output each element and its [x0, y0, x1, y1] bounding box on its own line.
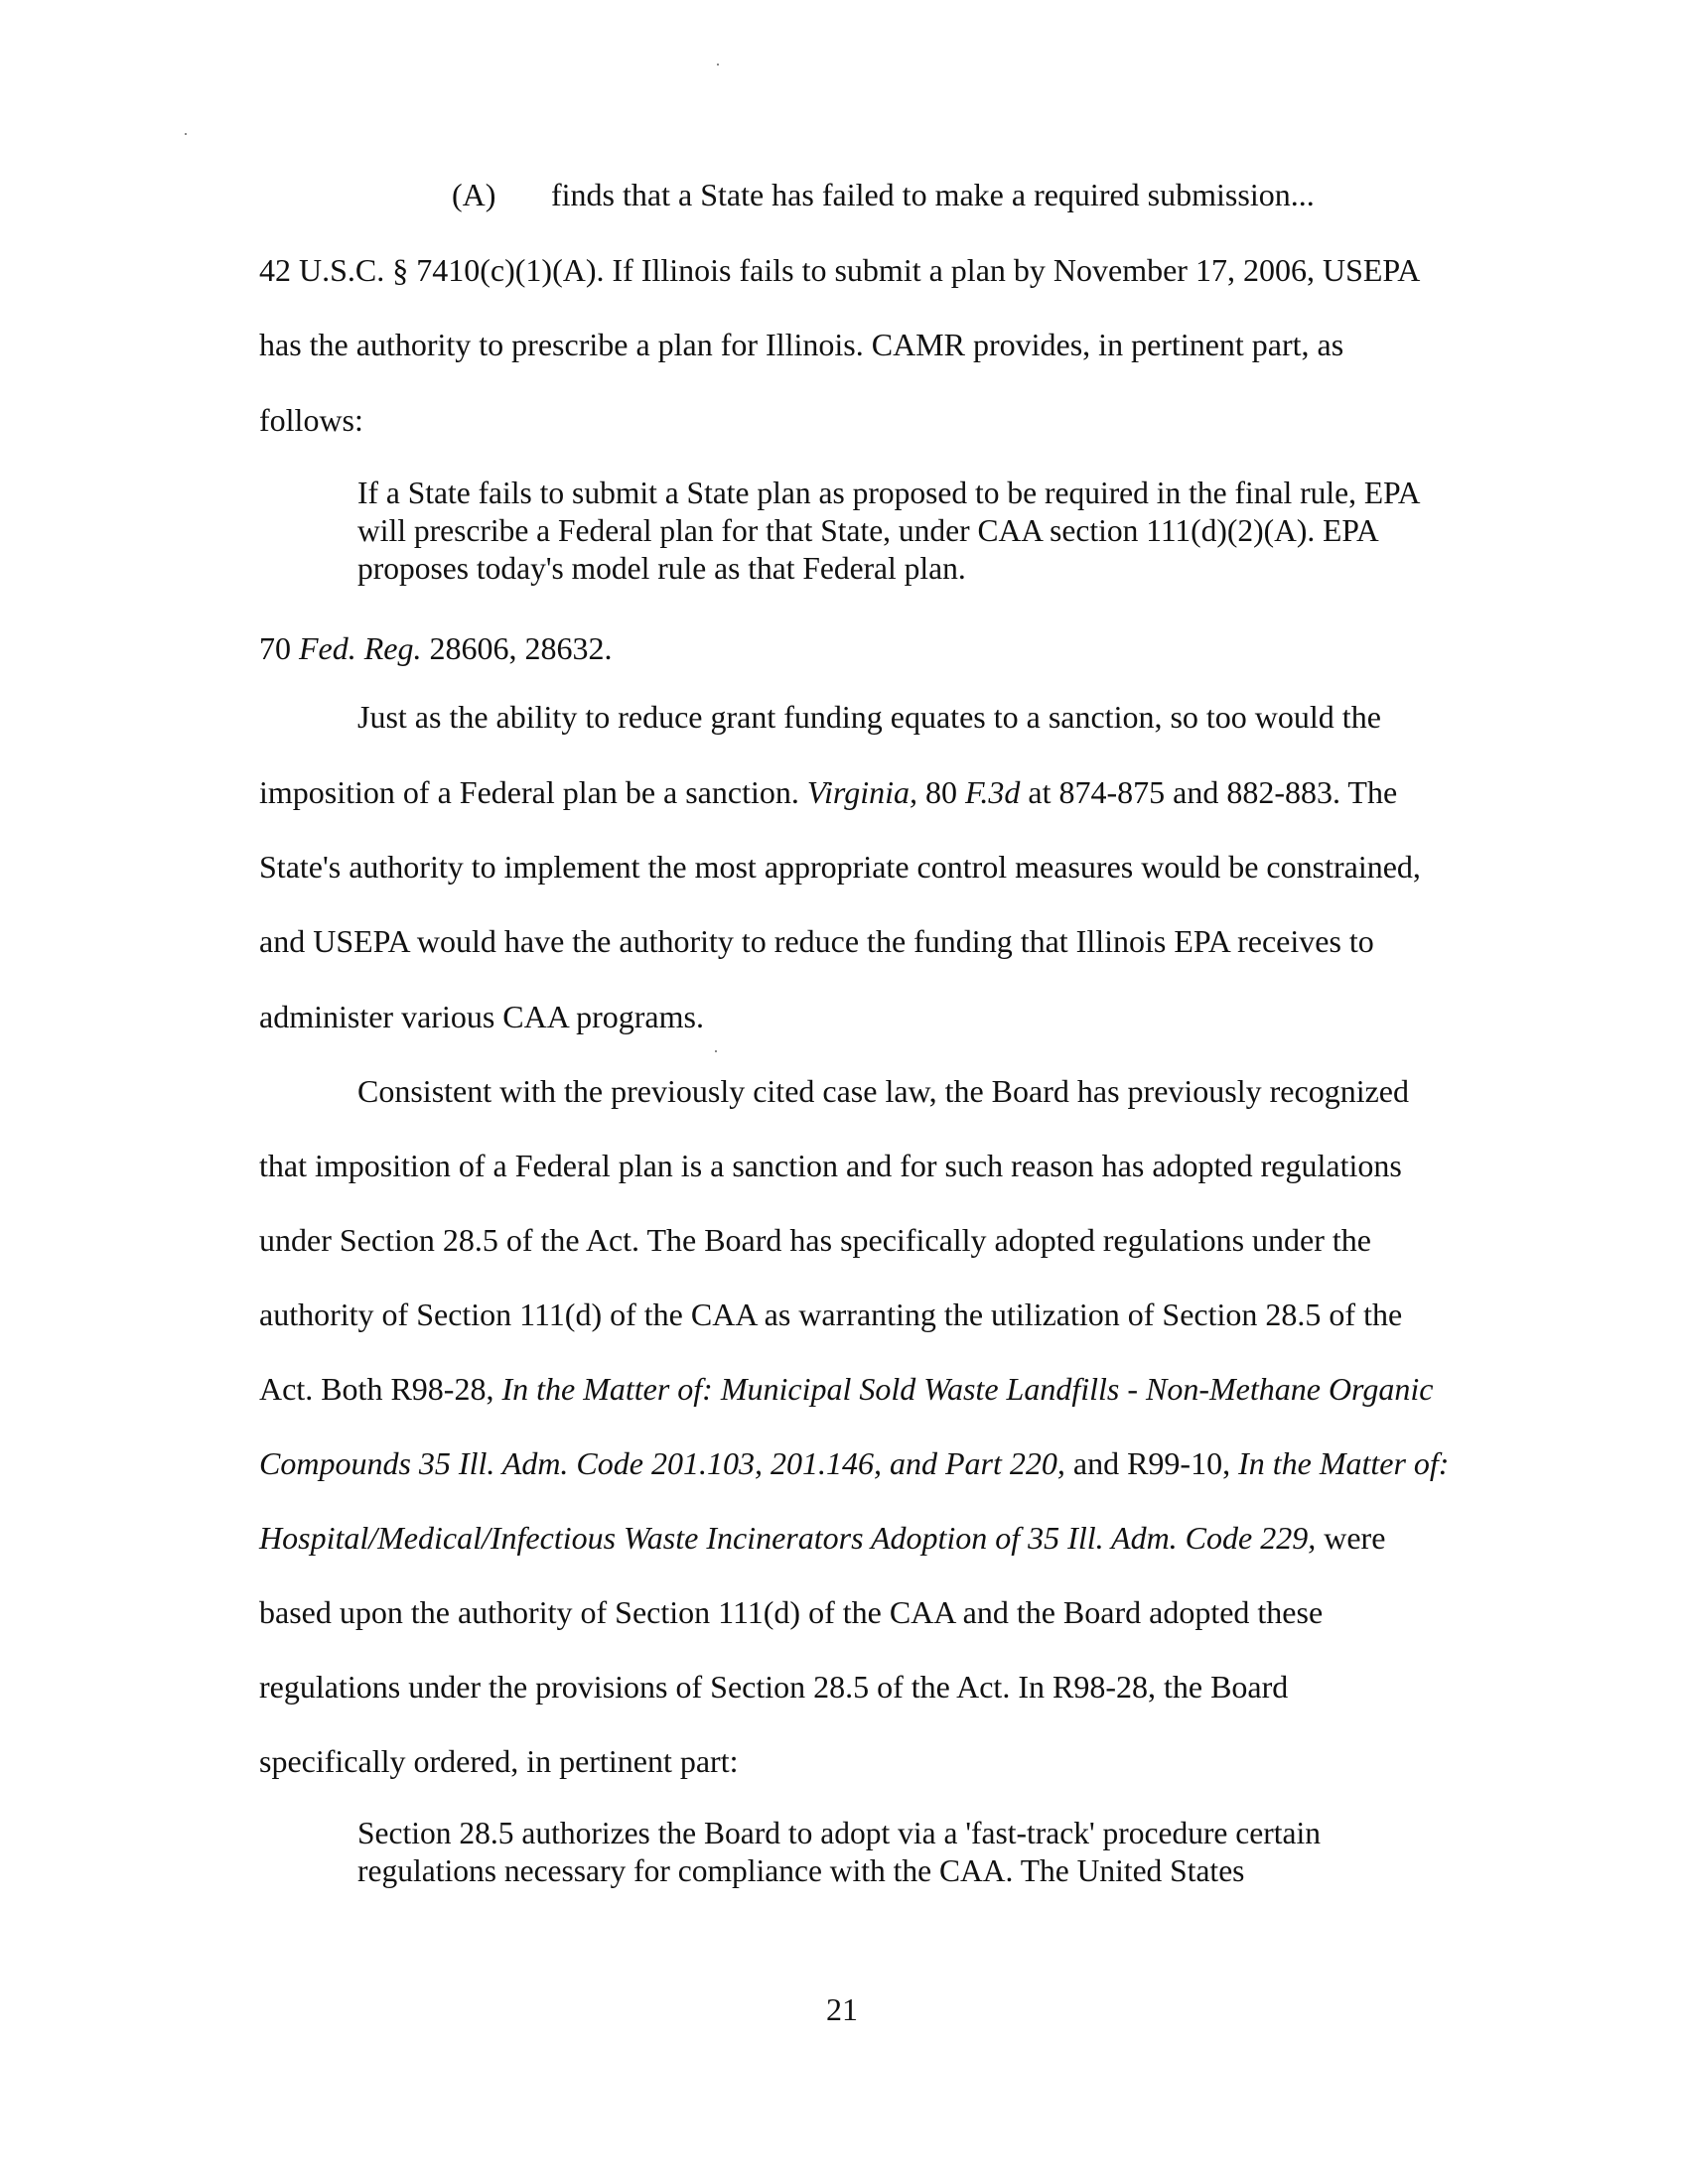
body-line: authority of Section 111(d) of the CAA as warranting the utilization of Section 28.5 of the [259, 1297, 1403, 1332]
body-line: and USEPA would have the authority to reduce the funding that Illinois EPA receives to [259, 923, 1374, 959]
body-line: follows: [259, 402, 363, 438]
block-quote-r98-28 [357, 1815, 1509, 1890]
statute-clause-label: (A) [452, 177, 496, 212]
body-line: imposition of a Federal plan be a sanction. Virginia, 80 F.3d at 874-875 and 882-883. The [259, 774, 1398, 810]
citation: 70 Fed. Reg. 28606, 28632. [259, 630, 613, 666]
body-line: regulations under the provisions of Section 28.5 of the Act. In R98-28, the Board [259, 1669, 1289, 1705]
body-line: administer various CAA programs. [259, 999, 704, 1034]
body-line: Compounds 35 Ill. Adm. Code 201.103, 201.146, and Part 220, and R99-10, In the Matter of: [259, 1445, 1450, 1481]
body-line: Act. Both R98-28, In the Matter of: Municipal Sold Waste Landfills - Non-Methane Organic [259, 1371, 1434, 1407]
body-line: Consistent with the previously cited case law, the Board has previously recognized [357, 1073, 1409, 1109]
scan-speck [185, 133, 187, 135]
quote-line: will prescribe a Federal plan for that State, under CAA section 111(d)(2)(A). EPA [357, 513, 1379, 548]
body-line: 42 U.S.C. § 7410(c)(1)(A). If Illinois fails to submit a plan by November 17, 2006, USEPA [259, 252, 1421, 288]
body-line: Just as the ability to reduce grant funding equates to a sanction, so too would the [357, 699, 1381, 735]
body-line: that imposition of a Federal plan is a sanction and for such reason has adopted regulations [259, 1148, 1402, 1183]
scan-speck [717, 64, 719, 66]
quote-line: regulations necessary for compliance with the CAA. The United States [357, 1853, 1245, 1888]
body-line: specifically ordered, in pertinent part: [259, 1743, 739, 1779]
quote-line: proposes today's model rule as that Federal plan. [357, 551, 966, 586]
body-line: State's authority to implement the most appropriate control measures would be constrained, [259, 849, 1421, 885]
page-number: 21 [826, 1991, 858, 2027]
quote-line: Section 28.5 authorizes the Board to adopt via a 'fast-track' procedure certain [357, 1816, 1321, 1850]
body-line: has the authority to prescribe a plan for Illinois. CAMR provides, in pertinent part, as [259, 327, 1344, 362]
block-quote-camr [357, 475, 1509, 588]
body-line: under Section 28.5 of the Act. The Board has specifically adopted regulations under the [259, 1222, 1371, 1258]
statute-clause-text: finds that a State has failed to make a required submission... [551, 177, 1315, 212]
quote-line: If a State fails to submit a State plan as proposed to be required in the final rule, EPA [357, 476, 1421, 510]
scan-speck [715, 1050, 717, 1052]
body-line: based upon the authority of Section 111(d) of the CAA and the Board adopted these [259, 1594, 1324, 1630]
body-line: Hospital/Medical/Infectious Waste Incinerators Adoption of 35 Ill. Adm. Code 229, were [259, 1520, 1386, 1556]
